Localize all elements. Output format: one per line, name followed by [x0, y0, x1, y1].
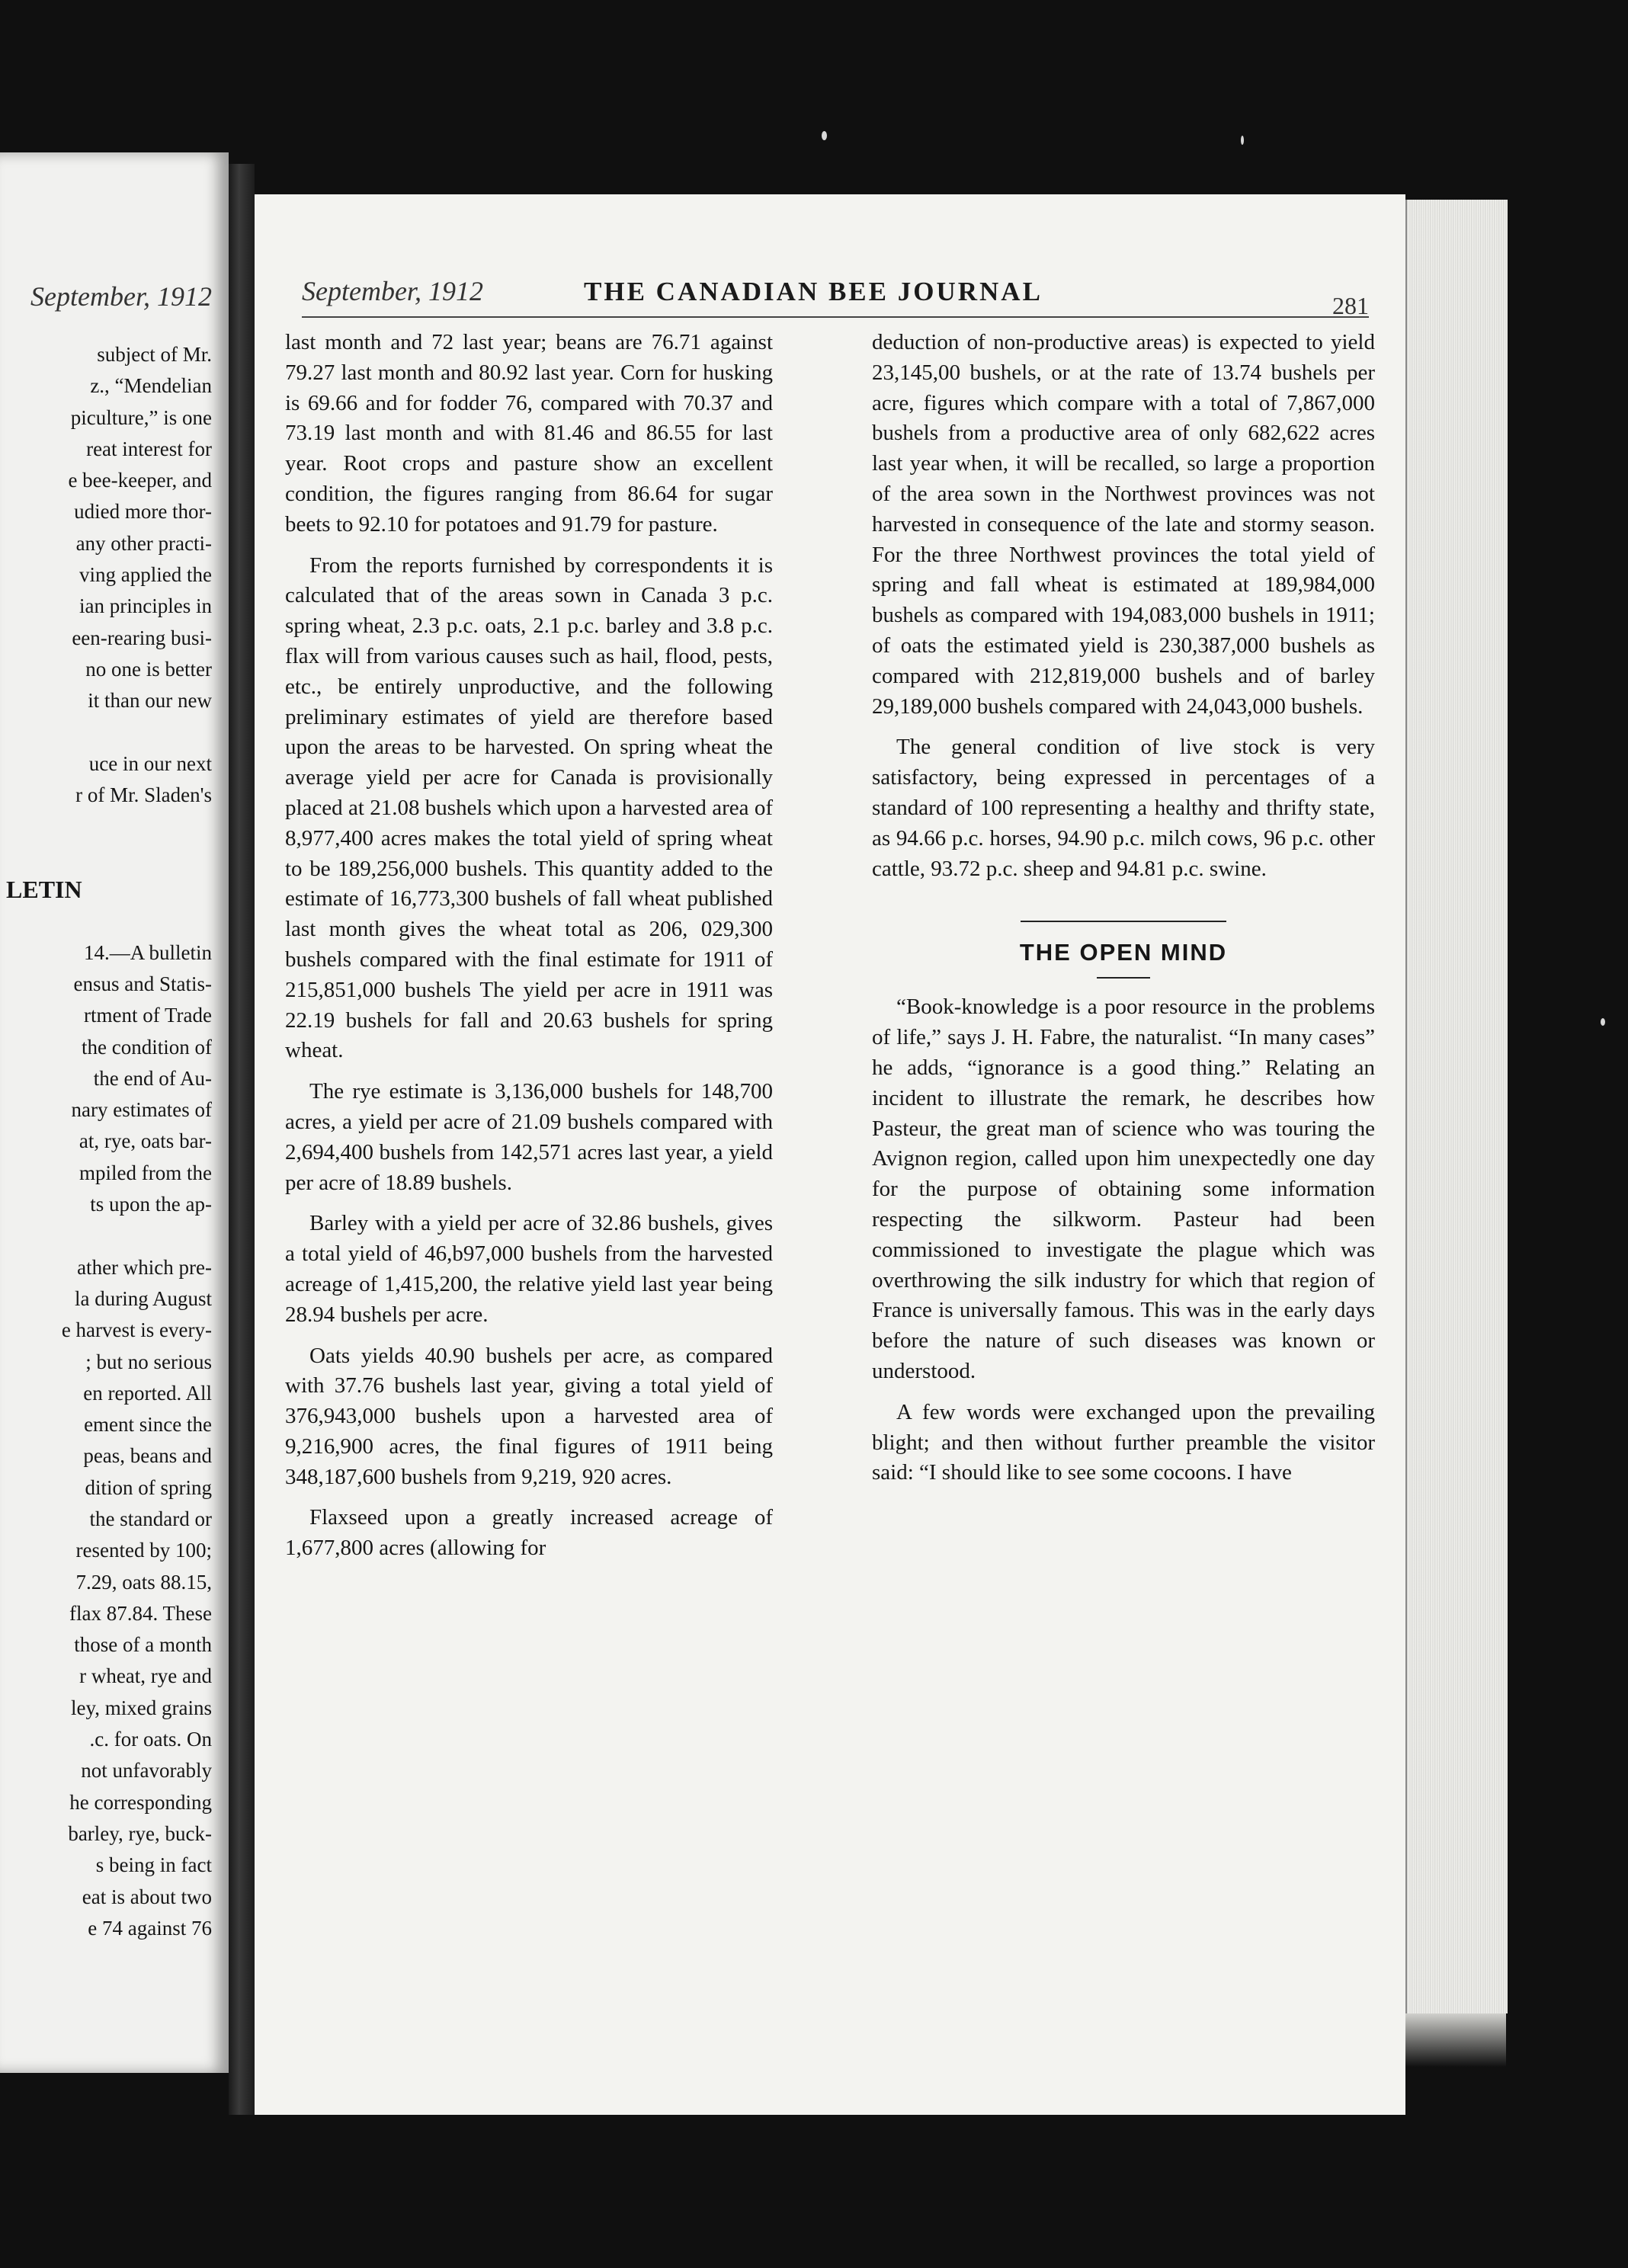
- left-page-line: the standard or: [89, 1507, 212, 1530]
- left-running-head: September, 1912: [30, 281, 212, 312]
- left-page-line: ley, mixed grains: [71, 1696, 212, 1719]
- left-page-line: e bee-keeper, and: [68, 469, 212, 492]
- running-header: [302, 271, 1369, 318]
- left-page-line: subject of Mr.: [97, 343, 212, 366]
- paragraph: last month and 72 last year; beans are 76.71 against 79.27 last month and 80.92 last year. Corn for husking is 69.66 and for fodder 76, compared with 70.37 and 73.19 last month and with 81.46 and 86.55 for last year. Root crops and pasture show an excellent condition, the figures ranging from 86.64 for sugar beets to 92.10 for potatoes and 91.79 for pasture.: [285, 330, 773, 537]
- left-page-line: la during August: [75, 1286, 212, 1310]
- left-page-line: e 74 against 76: [88, 1916, 212, 1940]
- left-page-line: uce in our next: [88, 751, 212, 775]
- left-page-text: [6, 339, 212, 1944]
- paragraph: From the reports furnished by correspondents it is calculated that of the areas sown in Canada 3 p.c. spring wheat, 2.3 p.c. oats, 2.1 p.c. barley and 3.8 p.c. flax will from various causes such as hail, flood, pests, etc., be entirely unproductive, and the following preliminary estimates of yield are therefore based upon the areas to be harvested. On spring wheat the average yield per acre for Canada is provisionally placed at 21.08 bushels which upon a harvested area of 8,977,400 acres makes the total yield of spring wheat to be 189,256,000 bushels. This quantity added to the estimate of 16,773,300 bushels of fall wheat published last month gives the wheat total as 206, 029,300 bushels compared with the final estimate for 1911 of 215,851,000 bushels The yield per acre in 1911 was 22.19 bushels for fall and 20.63 bushels for spring wheat.: [285, 553, 773, 1063]
- left-page-line: ather which pre-: [77, 1255, 212, 1279]
- paragraph: Flaxseed upon a greatly increased acreage of 1,677,800 acres (allowing for: [285, 1505, 773, 1561]
- scan-speck: [822, 131, 827, 140]
- left-column: [285, 328, 773, 1574]
- right-column: [872, 328, 1375, 1499]
- left-page-line: ving applied the: [79, 563, 212, 587]
- left-page-line: any other practi-: [75, 531, 212, 555]
- paragraph: Barley with a yield per acre of 32.86 bushels, gives a total yield of 46,b97,000 bushels from the harvested acreage of 1,415,200, the relative yield last year being 28.94 bushels per acre.: [285, 1211, 773, 1327]
- left-page-line: piculture,” is one: [70, 405, 212, 429]
- left-page-line: barley, rye, buck-: [68, 1821, 212, 1845]
- left-page-line: [6, 1220, 212, 1251]
- left-page-line: ; but no serious: [85, 1350, 212, 1373]
- left-page-line: it than our new: [88, 689, 212, 713]
- page-stack-edge: [1405, 200, 1508, 2013]
- left-page-line: e harvest is every-: [61, 1318, 212, 1342]
- left-page-line: not unfavorably: [81, 1759, 212, 1783]
- section-divider: [1021, 921, 1226, 922]
- left-page-line: [6, 717, 212, 748]
- left-page-line: [6, 811, 212, 842]
- left-page-line: ts upon the ap-: [90, 1193, 212, 1216]
- previous-page: [0, 152, 229, 2073]
- paragraph: deduction of non-productive areas) is expected to yield 23,145,00 bushels, or at the rate of 13.74 bushels per acre, figures which compare with a total of 7,867,000 bushels from a productive area of only 682,622 acres last year when, it will be recalled, so large a proportion of the area sown in the Northwest provinces was not harvested in consequence of the late and stormy season. For the three Northwest provinces the total yield of spring and fall wheat is estimated at 189,984,000 bushels as compared with 194,083,000 bushels in 1911; of oats the estimated yield is 230,387,000 bushels as compared with 212,819,000 bushels and of barley 29,189,000 bushels compared with 24,043,000 bushels.: [872, 330, 1375, 719]
- journal-page: [255, 194, 1405, 2115]
- left-page-line: udied more thor-: [74, 500, 212, 524]
- left-page-line: peas, beans and: [83, 1444, 212, 1468]
- left-page-line: the end of Au-: [93, 1066, 212, 1090]
- scan-speck: [1241, 136, 1244, 145]
- left-page-line: reat interest for: [86, 437, 212, 460]
- left-page-line: s being in fact: [95, 1853, 212, 1877]
- paragraph: Oats yields 40.90 bushels per acre, as compared with 37.76 bushels last year, giving a total yield of 376,943,000 bushels upon a harvested area of 9,216,900 acres, the final figures of 1911 being 348,187,600 bushels from 9,219, 920 acres.: [285, 1343, 773, 1489]
- left-page-line: een-rearing busi-: [72, 626, 212, 649]
- left-page-line: ement since the: [84, 1413, 212, 1437]
- section-divider: [1097, 977, 1150, 979]
- left-page-line: eat is about two: [82, 1885, 212, 1908]
- paragraph: A few words were exchanged upon the prevailing blight; and then without further preamble the visitor said: “I should like to see some cocoons. I have: [872, 1399, 1375, 1485]
- left-page-line: rtment of Trade: [84, 1004, 212, 1027]
- left-page-line: flax 87.84. These: [69, 1601, 212, 1625]
- left-page-line: he corresponding: [69, 1790, 212, 1814]
- left-page-line: nary estimates of: [71, 1098, 212, 1122]
- left-page-line: ian principles in: [79, 594, 212, 618]
- section-title: THE OPEN MIND: [1019, 939, 1228, 966]
- page-number: 281: [1332, 292, 1369, 319]
- page-stack-shadow: [1405, 2013, 1506, 2067]
- left-page-line: dition of spring: [85, 1475, 212, 1499]
- header-date: September, 1912: [302, 276, 483, 306]
- left-page-line: 7.29, oats 88.15,: [75, 1570, 212, 1594]
- paragraph: “Book-knowledge is a poor resource in the problems of life,” says J. H. Fabre, the naturalist. “In many cases” he adds, “ignorance is a good thing.” Relating an incident to illustrate the remark, he describes how Pasteur, the great man of science who was touring the Avignon region, called upon him unexpectedly one day for the purpose of obtaining some information respecting the silkworm. Pasteur had been commissioned to investigate the plague which was overthrowing the silk industry for which that region of France is universally famous. This was in the early days before the nature of such diseases was known or understood.: [872, 995, 1375, 1383]
- left-page-line: mpiled from the: [79, 1161, 212, 1184]
- left-page-line: no one is better: [85, 657, 212, 681]
- left-page-line: [6, 905, 212, 937]
- left-page-line: .c. for oats. On: [89, 1728, 212, 1751]
- left-page-line: resented by 100;: [75, 1539, 212, 1562]
- left-page-line: LETIN: [6, 876, 82, 904]
- paragraph: The rye estimate is 3,136,000 bushels for 148,700 acres, a yield per acre of 21.09 bushels compared with 2,694,400 bushels from 142,571 acres last year, a yield per acre of 18.89 bushels.: [285, 1079, 773, 1195]
- left-page-line: z., “Mendelian: [90, 374, 212, 398]
- scan-speck: [1601, 1018, 1605, 1026]
- paragraph: The general condition of live stock is very satisfactory, being expressed in percentages of a standard of 100 representing a healthy and thrifty state, as 94.66 p.c. horses, 94.90 p.c. milch cows, 96 p.c. other cattle, 93.72 p.c. sheep and 94.81 p.c. swine.: [872, 735, 1375, 881]
- left-page-line: the condition of: [82, 1035, 212, 1059]
- left-page-line: ensus and Statis-: [73, 972, 212, 995]
- left-page-line: en reported. All: [83, 1381, 212, 1405]
- left-page-line: those of a month: [74, 1633, 212, 1657]
- left-page-line: r wheat, rye and: [79, 1664, 212, 1688]
- left-page-line: r of Mr. Sladen's: [75, 783, 212, 807]
- left-page-line: at, rye, oats bar-: [79, 1129, 212, 1153]
- left-page-line: [6, 843, 212, 874]
- left-page-line: 14.—A bulletin: [84, 940, 212, 964]
- book-gutter: [229, 164, 255, 2115]
- journal-title: THE CANADIAN BEE JOURNAL: [584, 277, 1043, 306]
